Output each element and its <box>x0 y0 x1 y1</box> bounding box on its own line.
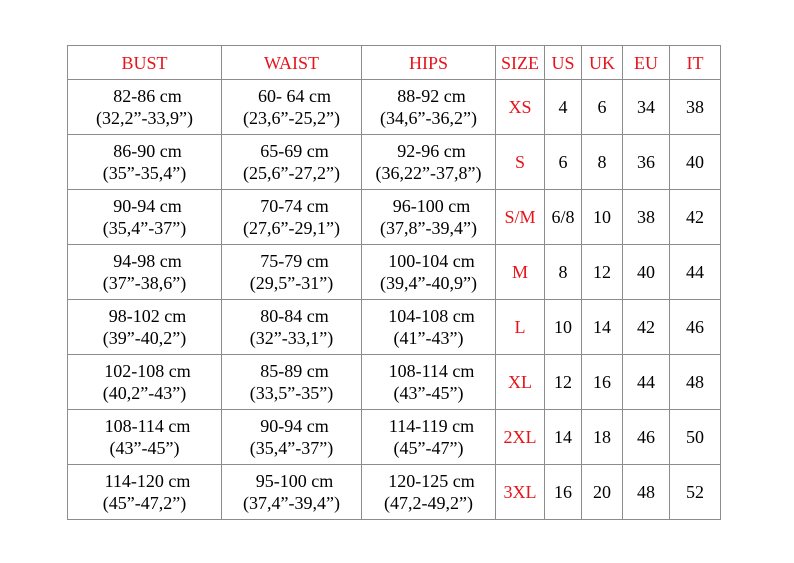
waist-cell-inches: (27,6”-29,1”) <box>243 218 340 238</box>
waist-cell <box>222 300 362 355</box>
bust-cell-inches: (40,2”-43”) <box>102 383 187 403</box>
size-cell: 2XL <box>496 410 545 465</box>
bust-cell <box>68 245 222 300</box>
header-it: IT <box>670 46 721 80</box>
hips-cell-cm: 104-108 cm <box>388 306 475 326</box>
bust-cell-inches: (39”-40,2”) <box>102 328 187 348</box>
eu-cell: 38 <box>623 190 670 245</box>
bust-cell-inches: (37”-38,6”) <box>102 273 187 293</box>
bust-cell <box>68 190 222 245</box>
eu-cell: 36 <box>623 135 670 190</box>
bust-cell-inches: (45”-47,2”) <box>102 493 187 513</box>
bust-cell <box>68 80 222 135</box>
table-row <box>68 355 721 410</box>
header-eu: EU <box>623 46 670 80</box>
waist-cell-inches: (32”-33,1”) <box>249 328 334 348</box>
uk-cell: 14 <box>582 300 623 355</box>
bust-cell-cm: 102-108 cm <box>104 361 191 381</box>
it-cell: 52 <box>670 465 721 520</box>
bust-cell <box>68 135 222 190</box>
hips-cell-cm: 96-100 cm <box>392 196 471 216</box>
bust-cell-cm: 114-120 cm <box>104 471 191 491</box>
bust-cell-inches: (43”-45”) <box>109 438 180 458</box>
waist-cell <box>222 410 362 465</box>
hips-cell-cm: 120-125 cm <box>388 471 475 491</box>
uk-cell: 18 <box>582 410 623 465</box>
bust-cell-cm: 98-102 cm <box>108 306 187 326</box>
us-cell: 10 <box>545 300 582 355</box>
us-cell: 6 <box>545 135 582 190</box>
eu-cell: 40 <box>623 245 670 300</box>
header-us: US <box>545 46 582 80</box>
us-cell: 16 <box>545 465 582 520</box>
table-row <box>68 190 721 245</box>
waist-cell-inches: (33,5”-35”) <box>249 383 334 403</box>
uk-cell: 12 <box>582 245 623 300</box>
it-cell: 38 <box>670 80 721 135</box>
header-size: SIZE <box>496 46 545 80</box>
hips-cell <box>362 355 496 410</box>
waist-cell <box>222 245 362 300</box>
hips-cell <box>362 245 496 300</box>
waist-cell <box>222 355 362 410</box>
waist-cell-cm: 95-100 cm <box>255 471 334 491</box>
hips-cell <box>362 465 496 520</box>
table-row <box>68 80 721 135</box>
waist-cell <box>222 80 362 135</box>
eu-cell: 42 <box>623 300 670 355</box>
hips-cell <box>362 80 496 135</box>
waist-cell-cm: 85-89 cm <box>260 361 329 381</box>
hips-cell-inches: (36,22”-37,8”) <box>375 163 482 183</box>
header-row <box>68 46 721 80</box>
bust-cell-inches: (35”-35,4”) <box>102 163 187 183</box>
waist-cell-inches: (29,5”-31”) <box>249 273 334 293</box>
size-cell: 3XL <box>496 465 545 520</box>
it-cell: 44 <box>670 245 721 300</box>
uk-cell: 6 <box>582 80 623 135</box>
hips-cell-inches: (45”-47”) <box>393 438 464 458</box>
hips-cell-inches: (34,6”-36,2”) <box>380 108 477 128</box>
size-cell: XL <box>496 355 545 410</box>
hips-cell-cm: 108-114 cm <box>388 361 475 381</box>
size-chart-table <box>67 45 721 520</box>
us-cell: 4 <box>545 80 582 135</box>
waist-cell-inches: (37,4”-39,4”) <box>243 493 340 513</box>
waist-cell-cm: 80-84 cm <box>260 306 329 326</box>
bust-cell-cm: 90-94 cm <box>113 196 182 216</box>
header-uk: UK <box>582 46 623 80</box>
table-row <box>68 300 721 355</box>
size-cell: L <box>496 300 545 355</box>
size-cell: M <box>496 245 545 300</box>
bust-cell-cm: 82-86 cm <box>113 86 182 106</box>
eu-cell: 44 <box>623 355 670 410</box>
hips-cell <box>362 300 496 355</box>
hips-cell-cm: 114-119 cm <box>388 416 475 436</box>
it-cell: 50 <box>670 410 721 465</box>
us-cell: 6/8 <box>545 190 582 245</box>
uk-cell: 20 <box>582 465 623 520</box>
us-cell: 12 <box>545 355 582 410</box>
uk-cell: 8 <box>582 135 623 190</box>
hips-cell-inches: (37,8”-39,4”) <box>380 218 477 238</box>
hips-cell-inches: (41”-43”) <box>393 328 464 348</box>
hips-cell-inches: (47,2-49,2”) <box>384 493 473 513</box>
bust-cell <box>68 465 222 520</box>
eu-cell: 34 <box>623 80 670 135</box>
waist-cell <box>222 465 362 520</box>
bust-cell-cm: 94-98 cm <box>113 251 182 271</box>
hips-cell <box>362 410 496 465</box>
waist-cell-cm: 90-94 cm <box>260 416 329 436</box>
size-cell: XS <box>496 80 545 135</box>
waist-cell-inches: (23,6”-25,2”) <box>243 108 340 128</box>
table-row <box>68 465 721 520</box>
hips-cell-cm: 88-92 cm <box>397 86 466 106</box>
bust-cell-cm: 108-114 cm <box>104 416 191 436</box>
hips-cell <box>362 135 496 190</box>
table-row <box>68 245 721 300</box>
bust-cell-inches: (32,2”-33,9”) <box>96 108 193 128</box>
hips-cell-cm: 92-96 cm <box>397 141 466 161</box>
it-cell: 40 <box>670 135 721 190</box>
header-hips: HIPS <box>362 46 496 80</box>
it-cell: 42 <box>670 190 721 245</box>
eu-cell: 46 <box>623 410 670 465</box>
hips-cell-inches: (43”-45”) <box>393 383 464 403</box>
waist-cell-cm: 70-74 cm <box>260 196 329 216</box>
hips-cell <box>362 190 496 245</box>
waist-cell <box>222 135 362 190</box>
hips-cell-inches: (39,4”-40,9”) <box>380 273 477 293</box>
size-cell: S <box>496 135 545 190</box>
eu-cell: 48 <box>623 465 670 520</box>
waist-cell <box>222 190 362 245</box>
table-row <box>68 135 721 190</box>
waist-cell-inches: (25,6”-27,2”) <box>243 163 340 183</box>
table-body <box>68 80 721 520</box>
it-cell: 46 <box>670 300 721 355</box>
waist-cell-cm: 60- 64 cm <box>258 86 331 106</box>
us-cell: 14 <box>545 410 582 465</box>
header-waist: WAIST <box>222 46 362 80</box>
bust-cell <box>68 410 222 465</box>
header-bust: BUST <box>68 46 222 80</box>
uk-cell: 10 <box>582 190 623 245</box>
waist-cell-cm: 65-69 cm <box>260 141 329 161</box>
it-cell: 48 <box>670 355 721 410</box>
uk-cell: 16 <box>582 355 623 410</box>
bust-cell-inches: (35,4”-37”) <box>102 218 187 238</box>
hips-cell-cm: 100-104 cm <box>388 251 475 271</box>
bust-cell <box>68 300 222 355</box>
size-cell: S/M <box>496 190 545 245</box>
bust-cell-cm: 86-90 cm <box>113 141 182 161</box>
waist-cell-inches: (35,4”-37”) <box>249 438 334 458</box>
waist-cell-cm: 75-79 cm <box>260 251 329 271</box>
bust-cell <box>68 355 222 410</box>
us-cell: 8 <box>545 245 582 300</box>
table-row <box>68 410 721 465</box>
